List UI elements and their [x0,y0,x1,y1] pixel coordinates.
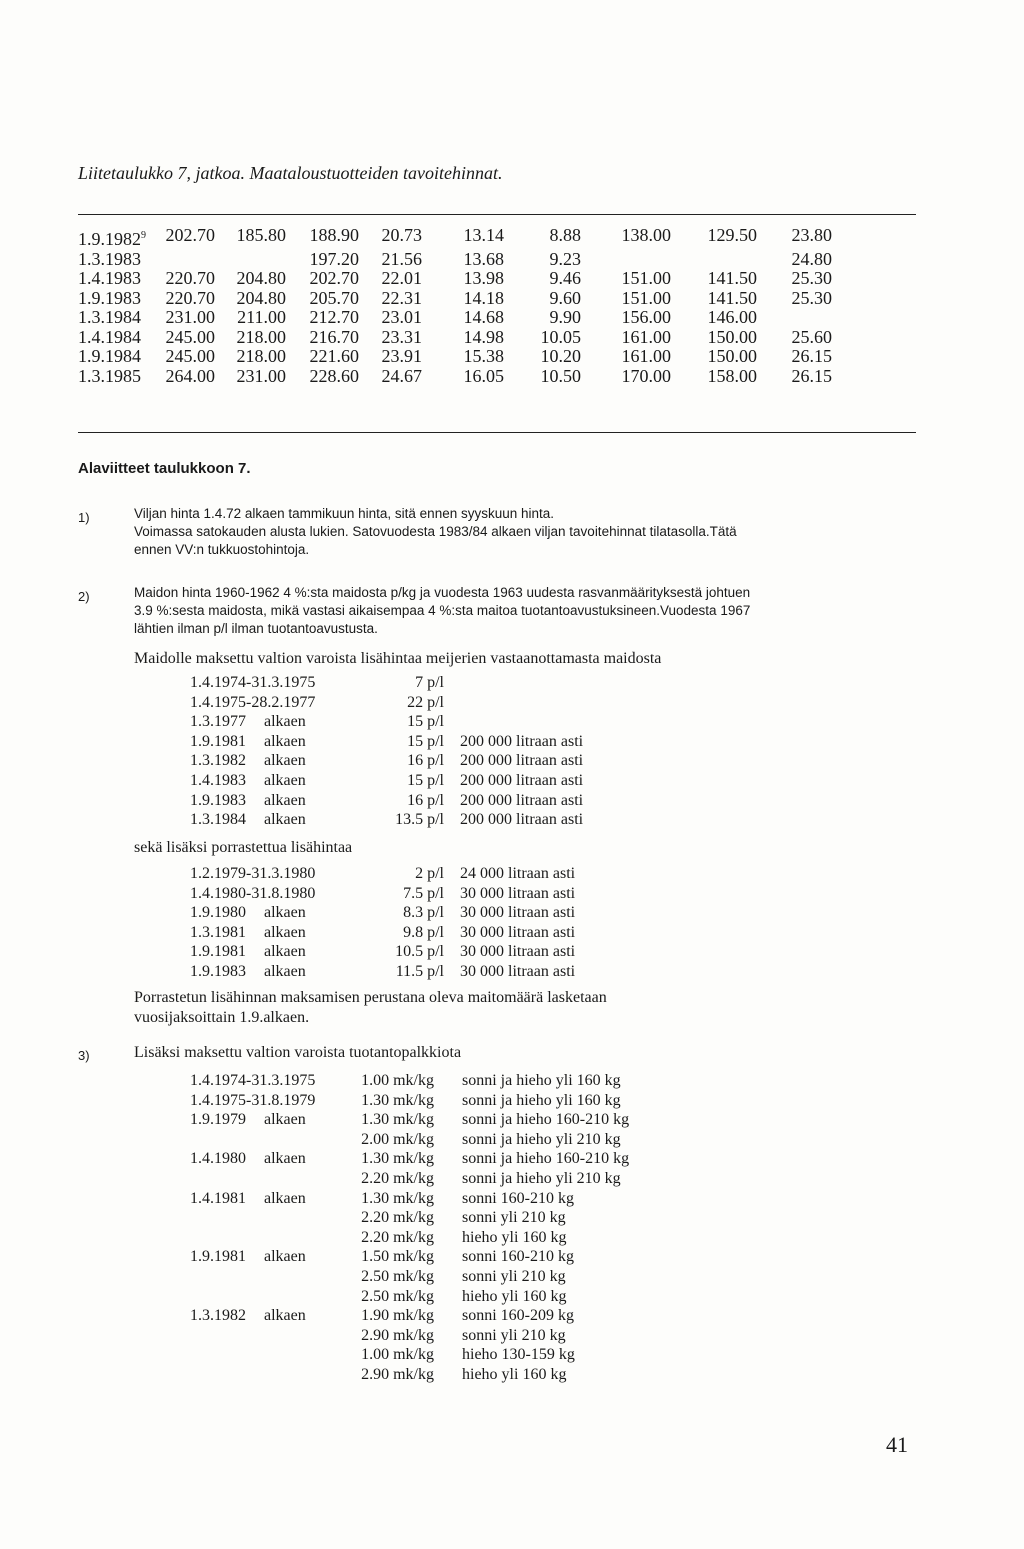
table-row [190,942,620,962]
table-row [190,1169,682,1189]
period-cell: 1.9.1983 [190,791,246,809]
note-cell [460,693,620,713]
table-cell: 13.14 [463,225,504,245]
table-cell: 212.70 [309,307,359,327]
table-cell: 20.73 [381,225,422,245]
period-cell: 1.9.1980 [190,904,246,922]
table-row [190,1071,682,1091]
table-cell: 161.00 [621,326,671,347]
table-cell: 218.00 [236,326,286,347]
spacer-cell [444,942,460,962]
value-cell: 13.5 p/l [395,811,444,829]
table-row [190,810,620,830]
table-cell: 25.30 [791,287,832,308]
period-cell: 1.4.1980 [190,1150,246,1168]
value-cell: 15 p/l [407,732,444,750]
period-cell: 1.4.1974-31.3.1975 [190,674,316,691]
table-cell: 9.23 [549,248,581,269]
table-cell: 9.60 [549,287,581,308]
value-cell: 1.90 mk/kg [361,1307,434,1325]
table-row [190,1287,682,1307]
table-cell: 14.18 [463,287,504,308]
note-cell: sonni ja hieho yli 210 kg [462,1169,621,1187]
table-row [190,1345,682,1365]
table-cell: 245.00 [165,326,215,347]
table-cell: 23.01 [381,307,422,327]
note-cell: sonni ja hieho yli 210 kg [462,1130,621,1148]
period-cell [190,1267,264,1287]
table-cell: 26.15 [791,346,832,366]
table-cell: 151.00 [621,287,671,308]
footnote-line: Voimassa satokauden alusta lukien. Satovuodesta 1983/84 alkaen viljan tavoitehinnat tilatasolla.Tätä [134,524,737,539]
table-cell: 158.00 [707,365,757,386]
spacer-cell [434,1130,462,1150]
note-cell [460,712,620,732]
date-value: 1.9.1983 [78,287,141,308]
table-cell: 202.70 [165,225,215,245]
table-cell: 24.80 [791,248,832,269]
table-cell: 264.00 [165,365,215,386]
value-cell: 1.30 mk/kg [361,1150,434,1168]
alkaen-cell [264,1208,324,1228]
date-value: 1.9.1984 [78,346,141,366]
value-cell: 2.00 mk/kg [361,1130,434,1148]
table-row [190,1110,682,1130]
period-cell: 1.4.1983 [190,771,246,789]
note-cell: 30 000 litraan asti [460,962,576,980]
date-value: 1.3.1983 [78,248,141,269]
table-row [190,1365,682,1385]
table-row [190,693,620,713]
spacer-cell [434,1247,462,1267]
note-cell: 200 000 litraan asti [460,752,584,770]
value-cell: 2.90 mk/kg [361,1326,434,1344]
table-row [78,269,832,289]
spacer-cell [434,1091,462,1111]
period-cell: 1.4.1981 [190,1189,246,1207]
table-cell: 141.50 [707,287,757,308]
table-cell: 24.67 [381,365,422,386]
value-cell: 1.50 mk/kg [361,1248,434,1266]
table-row [78,308,832,328]
table-top-rule [78,214,916,215]
spacer-cell [434,1110,462,1130]
table-row [190,1189,682,1209]
period-cell [190,1130,264,1150]
value-cell: 10.5 p/l [395,943,444,961]
period-cell: 1.3.1982 [190,752,246,770]
value-cell: 2.90 mk/kg [361,1365,434,1383]
spacer-cell [444,962,460,982]
table-cell: 129.50 [707,225,757,245]
spacer-cell [444,693,460,713]
table-cell: 21.56 [381,248,422,269]
value-cell: 1.00 mk/kg [361,1346,434,1364]
table-cell: 170.00 [621,365,671,386]
date-value: 1.3.1984 [78,307,141,327]
footnote-2-number: 2) [78,589,90,604]
production-bonus-table [190,1071,682,1385]
table-cell: 23.31 [381,326,422,347]
footnote-line: 3.9 %:sesta maidosta, mikä vastasi aikaisempaa 4 %:sta maitoa tuotantoavustuksineen.Vuodesta 1967 [134,603,751,618]
value-cell: 2.50 mk/kg [361,1287,434,1305]
footnote-1-text [134,505,737,559]
page-number: 41 [886,1432,908,1457]
alkaen-cell: alkaen [264,1111,306,1129]
footnote-line: Maidon hinta 1960-1962 4 %:sta maidosta p/kg ja vuodesta 1963 uudesta rasvanmäärityksestä johtuen [134,585,751,600]
alkaen-cell: alkaen [264,752,306,770]
alkaen-cell: alkaen [264,923,306,941]
table-row [78,367,832,387]
table-cell: 10.20 [540,346,581,366]
value-cell: 8.3 p/l [403,904,444,922]
table-cell-date [78,367,160,387]
table-bottom-rule [78,432,916,433]
table-cell-date [78,328,160,348]
alkaen-cell [264,1345,324,1365]
table-row [190,1306,682,1326]
table-cell: 10.05 [540,326,581,347]
table-row [190,1247,682,1267]
table-cell: 216.70 [309,326,359,347]
note-cell: sonni yli 210 kg [462,1209,566,1227]
alkaen-cell [264,1267,324,1287]
table-cell-date [78,269,160,289]
period-cell: 1.3.1981 [190,923,246,941]
spacer-cell [444,864,460,884]
table-row [78,289,832,309]
spacer-cell [444,923,460,943]
table-row [190,1267,682,1287]
tiered-price-table [190,864,620,982]
note-cell: 200 000 litraan asti [460,811,584,829]
spacer-cell [434,1189,462,1209]
period-cell: 1.3.1982 [190,1307,246,1325]
value-cell: 1.30 mk/kg [361,1189,434,1207]
period-cell: 1.9.1979 [190,1111,246,1129]
table-cell: 25.60 [791,326,832,347]
spacer-cell [434,1208,462,1228]
table-cell: 9.46 [549,268,581,288]
table-cell: 211.00 [237,307,286,327]
period-cell [190,1208,264,1228]
period-cell [190,1345,264,1365]
table-cell: 14.98 [463,326,504,347]
note-cell: 30 000 litraan asti [460,904,576,922]
table-cell: 141.50 [707,268,757,288]
footnote-marker: 9 [141,230,146,241]
value-cell: 1.00 mk/kg [361,1072,434,1089]
table-cell: 218.00 [236,346,286,366]
alkaen-cell [264,1365,324,1385]
spacer-cell [434,1326,462,1346]
value-cell: 7 p/l [415,674,444,691]
table-cell-date [78,347,160,367]
footnotes-heading: Alaviitteet taulukkoon 7. [78,460,251,477]
table-cell: 151.00 [621,268,671,288]
date-value: 1.9.1982 [78,229,141,249]
alkaen-cell: alkaen [264,1150,306,1168]
alkaen-cell: alkaen [264,811,306,829]
spacer-cell [444,771,460,791]
alkaen-cell [264,1287,324,1307]
spacer-cell [444,810,460,830]
note-cell: sonni ja hieho 160-210 kg [462,1150,630,1168]
period-cell: 1.2.1979-31.3.1980 [190,865,316,882]
alkaen-cell: alkaen [264,1248,306,1266]
spacer-cell [434,1306,462,1326]
table-cell: 14.68 [463,307,504,327]
table-cell: 245.00 [165,346,215,366]
table-cell: 150.00 [707,346,757,366]
table-cell: 138.00 [621,225,671,245]
footnote-1-number: 1) [78,510,90,525]
note-cell: 30 000 litraan asti [460,884,576,902]
table-cell: 202.70 [309,268,359,288]
table-cell-date [78,250,160,270]
table-cell: 25.30 [791,268,832,288]
table-row [190,1326,682,1346]
period-cell: 1.3.1984 [190,811,246,829]
spacer-cell [434,1365,462,1385]
table-row [190,771,620,791]
footnote-2-intro: Maidolle maksettu valtion varoista lisähintaa meijerien vastaanottamasta maidosta [134,650,662,667]
value-cell: 16 p/l [407,752,444,770]
period-cell: 1.3.1977 [190,713,246,731]
note-cell: hieho yli 160 kg [462,1365,567,1383]
alkaen-cell: alkaen [264,943,306,961]
spacer-cell [434,1345,462,1365]
table-row [78,328,832,348]
spacer-cell [434,1169,462,1189]
table-row [190,1208,682,1228]
page-title: Liitetaulukko 7, jatkoa. Maataloustuotteiden tavoitehinnat. [78,163,503,183]
note-cell: sonni yli 210 kg [462,1326,566,1344]
value-cell: 11.5 p/l [395,962,444,980]
table-cell: 23.91 [381,346,422,366]
value-cell: 15 p/l [407,771,444,789]
table-cell: 22.31 [381,287,422,308]
table-cell-date [78,308,160,328]
table-cell: 15.38 [463,346,504,366]
period-cell: 1.9.1981 [190,943,246,961]
note-cell: hieho yli 160 kg [462,1228,567,1246]
footnote-3-intro: Lisäksi maksettu valtion varoista tuotantopalkkiota [134,1044,462,1061]
period-cell: 1.4.1975-28.2.1977 [190,693,316,711]
spacer-cell [444,673,460,693]
table-cell: 22.01 [381,268,422,288]
alkaen-cell: alkaen [264,962,306,980]
alkaen-cell: alkaen [264,732,306,750]
table-cell: 204.80 [236,268,286,288]
table-cell: 9.90 [549,307,581,327]
spacer-cell [434,1228,462,1248]
table-cell: 185.80 [236,225,286,245]
footnote-2-outro [134,988,607,1028]
value-cell: 2 p/l [415,865,444,882]
table-cell: 231.00 [236,365,286,386]
spacer-cell [444,903,460,923]
date-value: 1.4.1984 [78,326,141,347]
table-cell: 220.70 [165,287,215,308]
table-cell: 13.98 [463,268,504,288]
table-row [190,791,620,811]
spacer-cell [444,751,460,771]
value-cell: 2.20 mk/kg [361,1228,434,1246]
table-cell-date [78,226,160,250]
note-cell: 24 000 litraan asti [460,865,576,882]
alkaen-cell [264,1326,324,1346]
table-cell: 231.00 [165,307,215,327]
value-cell: 1.30 mk/kg [361,1091,434,1109]
value-cell: 7.5 p/l [403,884,444,902]
table-cell: 228.60 [309,365,359,386]
table-row [190,751,620,771]
table-row [190,1149,682,1169]
note-cell: hieho yli 160 kg [462,1287,567,1305]
table-cell: 146.00 [707,307,757,327]
note-cell: 200 000 litraan asti [460,732,584,750]
note-cell: hieho 130-159 kg [462,1346,575,1364]
table-cell [757,308,832,328]
table-cell: 205.70 [309,287,359,308]
note-cell: sonni ja hieho yli 160 kg [462,1091,621,1109]
alkaen-cell: alkaen [264,713,306,731]
note-cell: 200 000 litraan asti [460,791,584,809]
table-cell: 10.50 [540,365,581,386]
table-cell [581,250,671,270]
table-cell: 221.60 [309,346,359,366]
table-cell: 188.90 [309,225,359,245]
table-cell [215,250,286,270]
spacer-cell [444,791,460,811]
table-row [190,962,620,982]
alkaen-cell [264,1169,324,1189]
alkaen-cell [264,1228,324,1248]
table-cell: 150.00 [707,326,757,347]
spacer-cell [434,1071,462,1091]
alkaen-cell: alkaen [264,791,306,809]
alkaen-cell: alkaen [264,771,306,789]
period-cell: 1.4.1980-31.8.1980 [190,884,316,902]
spacer-cell [444,884,460,904]
period-cell [190,1169,264,1189]
value-cell: 15 p/l [407,713,444,731]
value-cell: 1.30 mk/kg [361,1111,434,1129]
note-cell: sonni 160-209 kg [462,1307,574,1325]
alkaen-cell [264,1130,324,1150]
table-row [190,712,620,732]
price-table [78,226,832,386]
note-cell: sonni yli 210 kg [462,1267,566,1285]
table-cell-date [78,289,160,309]
period-cell: 1.9.1981 [190,1248,246,1266]
note-cell: sonni ja hieho yli 160 kg [462,1072,621,1089]
value-cell: 22 p/l [407,693,444,711]
footnote-line: lähtien ilman p/l ilman tuotantoavustusta. [134,621,378,636]
table-row [78,347,832,367]
period-cell: 1.9.1983 [190,962,246,980]
table-cell [160,250,215,270]
note-cell: sonni 160-210 kg [462,1189,574,1207]
table-cell: 197.20 [309,248,359,269]
period-cell [190,1287,264,1307]
spacer-cell [444,712,460,732]
spacer-cell [434,1287,462,1307]
note-cell: 200 000 litraan asti [460,771,584,789]
value-cell: 2.20 mk/kg [361,1169,434,1187]
footnote-line: ennen VV:n tukkuostohintoja. [134,542,310,557]
table-cell: 204.80 [236,287,286,308]
table-cell: 8.88 [549,225,581,245]
period-cell [190,1326,264,1346]
spacer-cell [444,732,460,752]
table-row [190,732,620,752]
table-cell [671,250,757,270]
table-cell: 23.80 [791,225,832,245]
table-row [190,864,620,884]
footnote-line: Porrastetun lisähinnan maksamisen perustana oleva maitomäärä lasketaan [134,989,607,1006]
table-row [190,673,620,693]
value-cell: 2.50 mk/kg [361,1267,434,1285]
period-cell: 1.4.1975-31.8.1979 [190,1091,316,1109]
table-cell: 13.68 [463,248,504,269]
alkaen-cell: alkaen [264,1189,306,1207]
footnote-line: vuosijaksoittain 1.9.alkaen. [134,1009,310,1026]
note-cell [460,673,620,693]
table-row [190,884,620,904]
spacer-cell [434,1267,462,1287]
table-cell: 161.00 [621,346,671,366]
table-row [190,923,620,943]
note-cell: sonni ja hieho 160-210 kg [462,1111,630,1129]
note-cell: 30 000 litraan asti [460,943,576,961]
footnote-line: Viljan hinta 1.4.72 alkaen tammikuun hinta, sitä ennen syyskuun hinta. [134,506,555,521]
alkaen-cell: alkaen [264,904,306,922]
table-cell: 26.15 [791,365,832,386]
period-cell [190,1228,264,1248]
value-cell: 2.20 mk/kg [361,1209,434,1227]
value-cell: 16 p/l [407,791,444,809]
table-row [78,250,832,270]
date-value: 1.4.1983 [78,268,141,288]
table-row [190,1228,682,1248]
table-row [190,1130,682,1150]
milk-price-table [190,673,620,830]
note-cell: sonni 160-210 kg [462,1248,574,1266]
note-cell: 30 000 litraan asti [460,923,576,941]
table-row [190,903,620,923]
value-cell: 9.8 p/l [403,923,444,941]
footnote-3-number: 3) [78,1048,90,1063]
spacer-cell [434,1149,462,1169]
date-value: 1.3.1985 [78,365,141,386]
table-cell: 16.05 [463,365,504,386]
table-cell: 156.00 [621,307,671,327]
period-cell [190,1365,264,1385]
footnote-2-mid: sekä lisäksi porrastettua lisähintaa [134,839,353,856]
table-row [78,226,832,250]
table-cell: 220.70 [165,268,215,288]
period-cell: 1.9.1981 [190,732,246,750]
table-row [190,1091,682,1111]
alkaen-cell: alkaen [264,1307,306,1325]
period-cell: 1.4.1974-31.3.1975 [190,1072,316,1089]
footnote-2-text [134,584,750,638]
